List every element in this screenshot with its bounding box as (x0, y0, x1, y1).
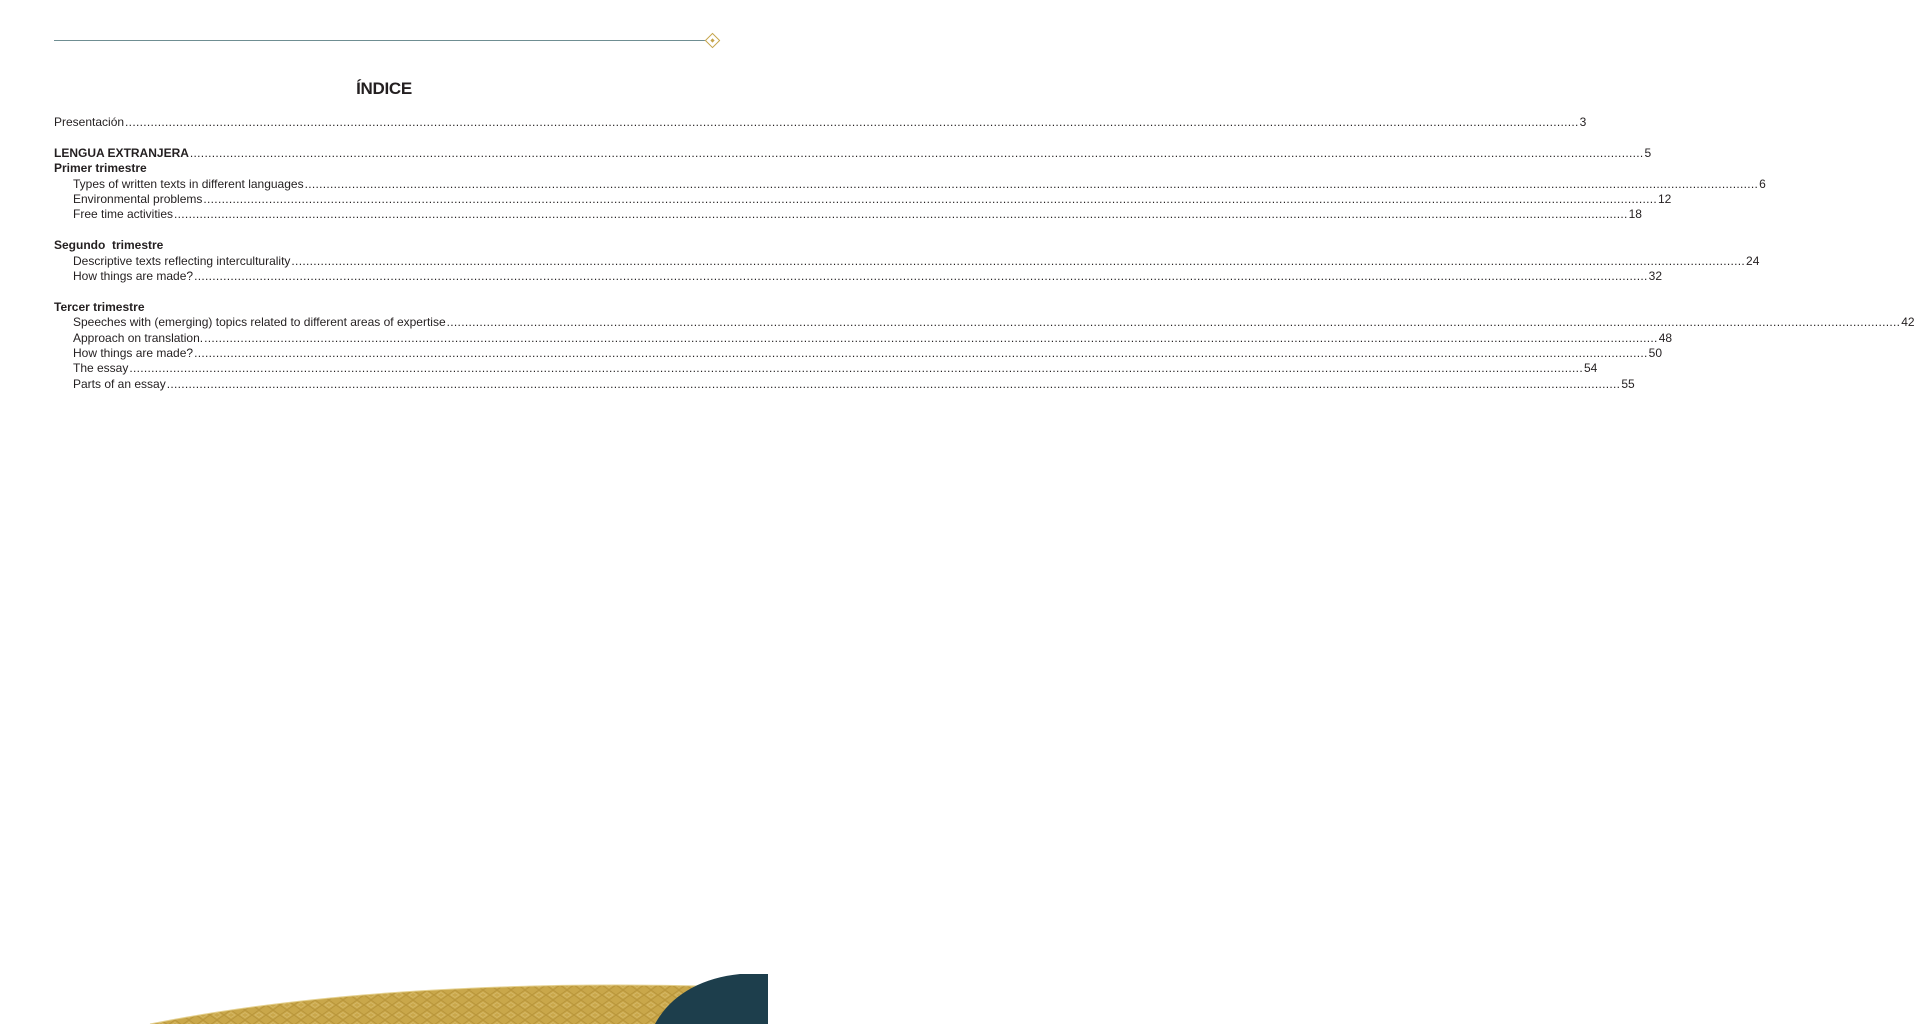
diamond-ornament-icon (705, 33, 721, 49)
toc-entry[interactable] (54, 192, 1672, 207)
dot-leader: ................................................................................................................................................................................................................................................................................................................................................................................................................ (304, 176, 1759, 191)
toc-entry-label: The essay (73, 361, 129, 376)
toc-entry-label: Environmental problems (73, 192, 203, 207)
toc-entry-label: Parts of an essay (73, 376, 166, 391)
toc-entry-page: 5 (1644, 145, 1652, 160)
toc-entry-page: 48 (1658, 330, 1673, 345)
footer-decoration (0, 960, 768, 1024)
toc-entry-page: 54 (1583, 361, 1598, 376)
toc-entry-label: Types of written texts in different languages (73, 176, 304, 191)
section-heading-primer: Primer trimestre (54, 161, 147, 176)
toc-entry-page: 32 (1648, 269, 1663, 284)
toc-entry-page: 3 (1579, 115, 1587, 129)
toc-entry[interactable] (54, 207, 1642, 222)
toc-entry[interactable] (54, 176, 1766, 192)
toc-entry-page: 12 (1658, 192, 1672, 207)
dot-leader: ................................................................................................................................................................................................................................................................................................................................................................................................................ (204, 330, 1658, 345)
dot-leader: ................................................................................................................................................................................................................................................................................................................................................................................................................ (446, 315, 1901, 330)
toc-entry-label: How things are made? (73, 269, 194, 284)
toc-entry-label: Presentación (54, 115, 125, 129)
toc-entry-page: 55 (1621, 376, 1635, 391)
dot-leader: ................................................................................................................................................................................................................................................................................................................................................................................................................ (291, 253, 1746, 268)
page-title: ÍNDICE (356, 79, 412, 98)
toc-entry-presentacion[interactable] (54, 115, 1587, 130)
table-of-contents (54, 115, 1915, 392)
toc-entry[interactable] (54, 361, 1598, 376)
toc-entry-label: LENGUA EXTRANJERA (54, 145, 189, 160)
toc-entry-page: 6 (1759, 176, 1766, 191)
toc-entry-page: 24 (1746, 253, 1760, 268)
toc-entry[interactable] (54, 269, 1663, 284)
toc-entry[interactable] (54, 376, 1635, 392)
dot-leader: ................................................................................................................................................................................................................................................................................................................................................................................................................ (189, 145, 1644, 160)
dot-leader: ................................................................................................................................................................................................................................................................................................................................................................................................................ (166, 376, 1621, 391)
toc-entry[interactable] (54, 253, 1760, 269)
toc-entry-label: How things are made? (73, 346, 194, 361)
toc-entry[interactable] (54, 346, 1663, 361)
dot-leader: ................................................................................................................................................................................................................................................................................................................................................................................................................ (125, 115, 1579, 129)
toc-entry-page: 18 (1628, 207, 1642, 222)
toc-entry-label: Speeches with (emerging) topics related to different areas of expertise (73, 315, 446, 330)
dot-leader: ................................................................................................................................................................................................................................................................................................................................................................................................................ (174, 207, 1628, 222)
toc-entry-label: Descriptive texts reflecting interculturality (73, 253, 291, 268)
toc-entry-lengua-extranjera[interactable] (54, 145, 1652, 161)
header-rule (54, 40, 706, 41)
toc-entry-page: 42 (1901, 315, 1915, 330)
dot-leader: ................................................................................................................................................................................................................................................................................................................................................................................................................ (129, 361, 1583, 376)
dot-leader: ................................................................................................................................................................................................................................................................................................................................................................................................................ (194, 269, 1648, 284)
toc-entry[interactable] (54, 315, 1915, 330)
toc-entry[interactable] (54, 330, 1673, 346)
dot-leader: ................................................................................................................................................................................................................................................................................................................................................................................................................ (194, 346, 1648, 361)
toc-entry-page: 50 (1648, 346, 1663, 361)
toc-entry-label: Free time activities (73, 207, 174, 222)
toc-entry-label: Approach on translation. (73, 330, 204, 345)
section-heading-segundo: Segundo trimestre (54, 238, 164, 253)
dot-leader: ................................................................................................................................................................................................................................................................................................................................................................................................................ (203, 192, 1657, 207)
section-heading-tercer: Tercer trimestre (54, 299, 145, 314)
